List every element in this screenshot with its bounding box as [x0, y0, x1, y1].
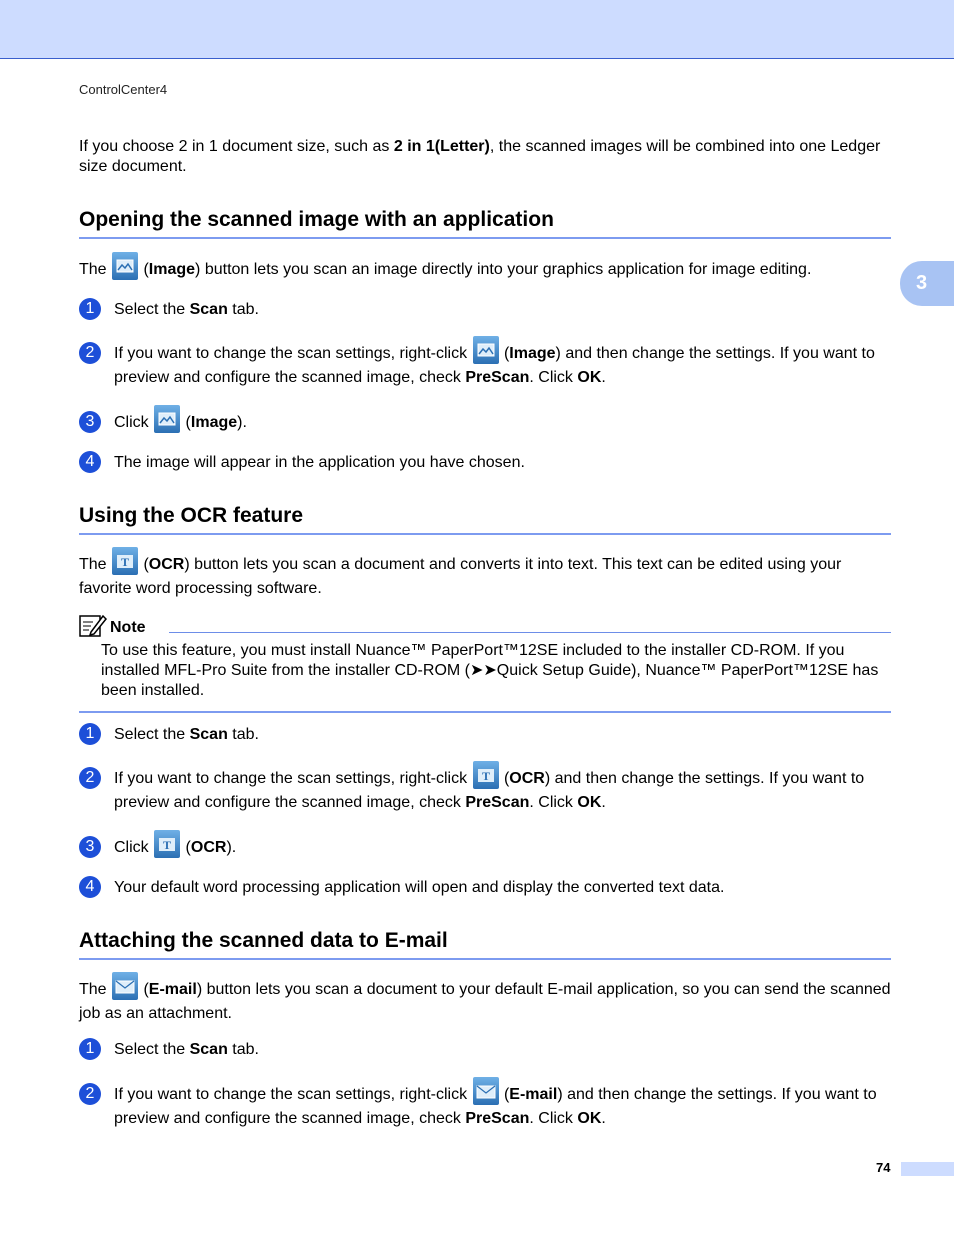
step-number: 2	[79, 767, 101, 789]
step-number: 2	[79, 342, 101, 364]
step-number: 4	[79, 876, 101, 898]
email-description: The (E-mail) button lets you scan a document to your default E-mail application, so you can send the scanned job as an attachment.	[79, 978, 894, 1026]
step-text: Select the Scan tab.	[114, 301, 259, 318]
step-text: Select the Scan tab.	[114, 726, 259, 743]
step-text: If you want to change the scan settings, right-click (Image) and then change the settings. If you want to preview and configure the scanned image, check PreScan. Click OK.	[114, 342, 894, 390]
svg-text:T: T	[121, 554, 130, 569]
note-header	[79, 611, 894, 637]
step-text: The image will appear in the application you have chosen.	[114, 454, 525, 471]
note-divider	[169, 632, 891, 633]
email-button-icon	[473, 1077, 499, 1105]
note-pencil-icon	[79, 612, 107, 643]
step-number: 2	[79, 1083, 101, 1105]
ocr-description: The T (OCR) button lets you scan a document and converts it into text. This text can be edited using your favorite word processing software.	[79, 553, 894, 601]
image-description: The (Image) button lets you scan an image directly into your graphics application for image editing.	[79, 258, 894, 282]
ocr-button-icon	[473, 761, 499, 789]
running-title: ControlCenter4	[79, 82, 168, 97]
chapter-tab: 3	[900, 261, 954, 306]
top-header-band	[0, 0, 954, 59]
page-number: 74	[876, 1160, 891, 1175]
note-label: Note	[110, 619, 146, 636]
page-number-bar	[901, 1162, 954, 1176]
step-text: Click T (OCR).	[114, 836, 894, 860]
step-text: Select the Scan tab.	[114, 1041, 259, 1058]
email-button-icon	[112, 972, 138, 1000]
step-number: 1	[79, 723, 101, 745]
svg-text:T: T	[481, 768, 490, 783]
ocr-button-icon	[112, 547, 138, 575]
step-number: 1	[79, 298, 101, 320]
note-text: To use this feature, you must install Nuance™ PaperPort™12SE included to the installer CD-ROM. If you installed MFL-Pro Suite from the installer CD-ROM (➤➤Quick Setup Guide), Nuance™ PaperPort™12SE has been installed.	[101, 642, 879, 699]
section-heading-image: Opening the scanned image with an application	[79, 208, 891, 239]
step-number: 3	[79, 411, 101, 433]
ocr-button-icon	[154, 830, 180, 858]
step-number: 1	[79, 1038, 101, 1060]
note-end-divider	[79, 711, 891, 713]
intro-paragraph: If you choose 2 in 1 document size, such as 2 in 1(Letter), the scanned images will be combined into one Ledger size document.	[79, 138, 881, 175]
step-text: Your default word processing application will open and display the converted text data.	[114, 879, 725, 896]
step-number: 4	[79, 451, 101, 473]
svg-text:T: T	[163, 837, 172, 852]
image-button-icon	[112, 252, 138, 280]
step-text: Click (Image).	[114, 411, 894, 435]
section-heading-ocr: Using the OCR feature	[79, 504, 891, 535]
image-button-icon	[473, 336, 499, 364]
step-number: 3	[79, 836, 101, 858]
step-text: If you want to change the scan settings, right-click (E-mail) and then change the settings. If you want to preview and configure the scanned image, check PreScan. Click OK.	[114, 1083, 894, 1131]
image-button-icon	[154, 405, 180, 433]
section-heading-email: Attaching the scanned data to E-mail	[79, 929, 891, 960]
step-text: If you want to change the scan settings, right-click T (OCR) and then change the settings. If you want to preview and configure the scanned image, check PreScan. Click OK.	[114, 767, 894, 815]
